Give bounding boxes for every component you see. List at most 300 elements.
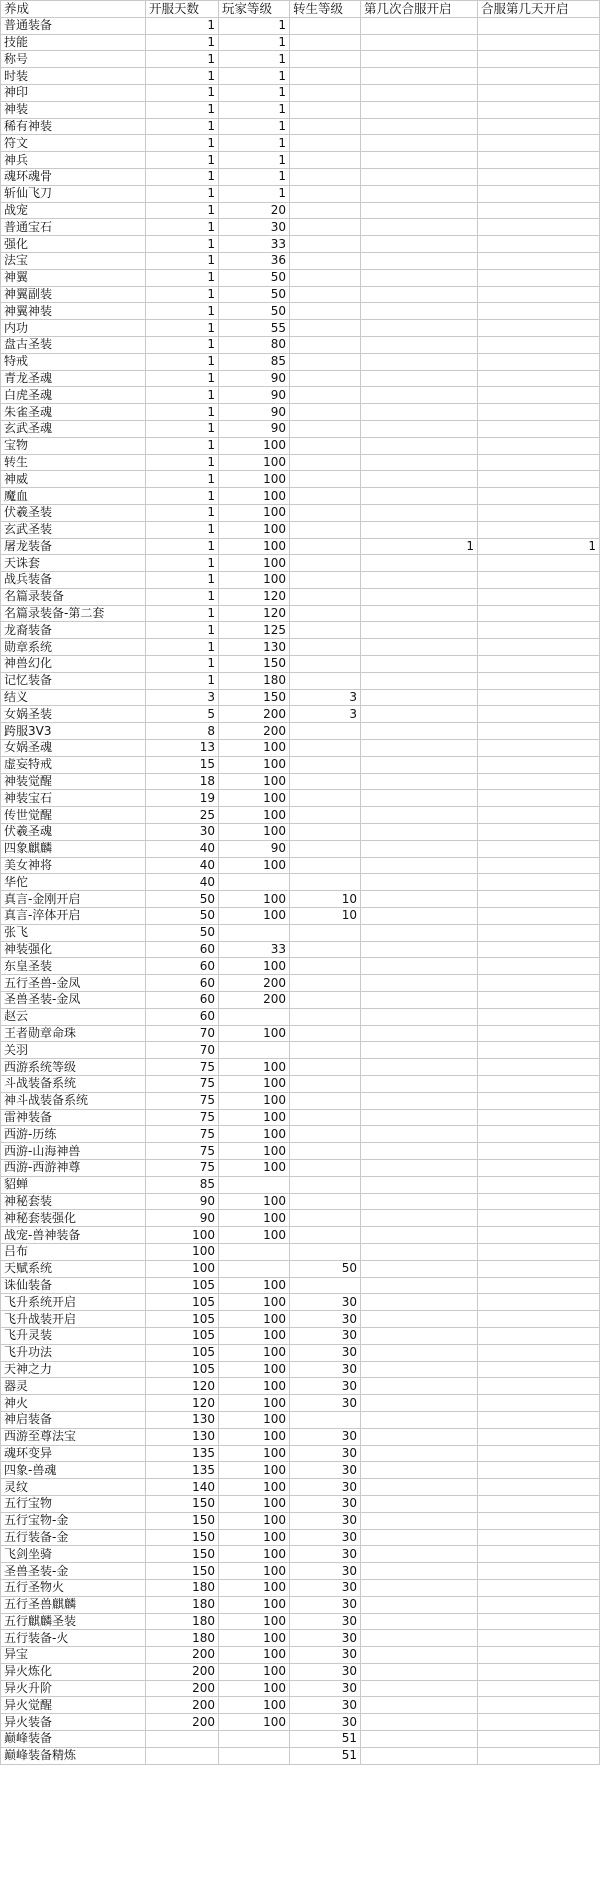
cell-server-days[interactable]: 1 (146, 639, 219, 656)
cell-server-days[interactable]: 135 (146, 1445, 219, 1462)
cell-cultivation[interactable]: 神印 (1, 84, 146, 101)
cell-merge-day[interactable] (478, 303, 600, 320)
cell-rebirth-level[interactable] (290, 471, 361, 488)
cell-cultivation[interactable]: 女娲圣魂 (1, 740, 146, 757)
cell-cultivation[interactable]: 西游-历练 (1, 1126, 146, 1143)
cell-rebirth-level[interactable]: 30 (290, 1512, 361, 1529)
cell-merge-day[interactable] (478, 941, 600, 958)
cell-merge-day[interactable] (478, 118, 600, 135)
cell-rebirth-level[interactable] (290, 1008, 361, 1025)
cell-server-days[interactable]: 75 (146, 1109, 219, 1126)
cell-server-days[interactable]: 180 (146, 1596, 219, 1613)
cell-merge-count[interactable] (361, 1294, 478, 1311)
cell-player-level[interactable]: 100 (219, 773, 290, 790)
cell-player-level[interactable]: 100 (219, 1059, 290, 1076)
cell-server-days[interactable]: 13 (146, 740, 219, 757)
cell-rebirth-level[interactable] (290, 656, 361, 673)
cell-rebirth-level[interactable] (290, 118, 361, 135)
cell-player-level[interactable]: 20 (219, 202, 290, 219)
cell-server-days[interactable]: 105 (146, 1294, 219, 1311)
cell-merge-count[interactable] (361, 504, 478, 521)
cell-rebirth-level[interactable]: 30 (290, 1479, 361, 1496)
cell-player-level[interactable]: 100 (219, 1647, 290, 1664)
cell-rebirth-level[interactable] (290, 1210, 361, 1227)
cell-rebirth-level[interactable]: 10 (290, 891, 361, 908)
cell-merge-day[interactable] (478, 1445, 600, 1462)
cell-player-level[interactable]: 100 (219, 958, 290, 975)
cell-cultivation[interactable]: 东皇圣装 (1, 958, 146, 975)
cell-cultivation[interactable]: 异火升阶 (1, 1680, 146, 1697)
cell-cultivation[interactable]: 勋章系统 (1, 639, 146, 656)
cell-rebirth-level[interactable] (290, 740, 361, 757)
cell-merge-count[interactable] (361, 152, 478, 169)
cell-merge-count[interactable] (361, 605, 478, 622)
cell-rebirth-level[interactable]: 30 (290, 1613, 361, 1630)
cell-merge-day[interactable] (478, 555, 600, 572)
cell-rebirth-level[interactable] (290, 420, 361, 437)
cell-player-level[interactable]: 100 (219, 437, 290, 454)
cell-player-level[interactable] (219, 1747, 290, 1764)
cell-merge-count[interactable] (361, 924, 478, 941)
cell-player-level[interactable]: 1 (219, 185, 290, 202)
cell-rebirth-level[interactable] (290, 17, 361, 34)
cell-rebirth-level[interactable] (290, 1411, 361, 1428)
cell-merge-day[interactable] (478, 269, 600, 286)
cell-server-days[interactable]: 1 (146, 219, 219, 236)
cell-merge-day[interactable] (478, 1076, 600, 1093)
cell-cultivation[interactable]: 朱雀圣魂 (1, 404, 146, 421)
cell-server-days[interactable]: 60 (146, 975, 219, 992)
cell-cultivation[interactable]: 异火觉醒 (1, 1697, 146, 1714)
cell-rebirth-level[interactable] (290, 1042, 361, 1059)
cell-cultivation[interactable]: 雷神装备 (1, 1109, 146, 1126)
cell-rebirth-level[interactable]: 30 (290, 1361, 361, 1378)
cell-cultivation[interactable]: 宝物 (1, 437, 146, 454)
cell-rebirth-level[interactable] (290, 320, 361, 337)
cell-merge-count[interactable] (361, 1092, 478, 1109)
cell-rebirth-level[interactable] (290, 488, 361, 505)
cell-player-level[interactable]: 200 (219, 723, 290, 740)
cell-merge-day[interactable] (478, 521, 600, 538)
cell-player-level[interactable]: 100 (219, 891, 290, 908)
cell-server-days[interactable]: 75 (146, 1126, 219, 1143)
cell-rebirth-level[interactable]: 30 (290, 1647, 361, 1664)
cell-rebirth-level[interactable] (290, 857, 361, 874)
cell-merge-day[interactable] (478, 1344, 600, 1361)
cell-merge-count[interactable] (361, 1210, 478, 1227)
cell-cultivation[interactable]: 巅峰装备 (1, 1731, 146, 1748)
cell-server-days[interactable]: 1 (146, 202, 219, 219)
cell-player-level[interactable]: 100 (219, 1428, 290, 1445)
cell-merge-day[interactable] (478, 1579, 600, 1596)
cell-player-level[interactable]: 1 (219, 168, 290, 185)
cell-merge-count[interactable] (361, 992, 478, 1009)
cell-cultivation[interactable]: 诛仙装备 (1, 1277, 146, 1294)
cell-server-days[interactable]: 180 (146, 1630, 219, 1647)
cell-rebirth-level[interactable]: 30 (290, 1630, 361, 1647)
cell-player-level[interactable]: 100 (219, 740, 290, 757)
cell-server-days[interactable]: 1 (146, 303, 219, 320)
cell-merge-count[interactable] (361, 1025, 478, 1042)
cell-rebirth-level[interactable] (290, 202, 361, 219)
cell-server-days[interactable]: 1 (146, 252, 219, 269)
cell-merge-day[interactable] (478, 1294, 600, 1311)
cell-rebirth-level[interactable]: 51 (290, 1731, 361, 1748)
cell-merge-count[interactable] (361, 1747, 478, 1764)
cell-merge-day[interactable] (478, 202, 600, 219)
cell-server-days[interactable]: 1 (146, 488, 219, 505)
cell-merge-count[interactable] (361, 1714, 478, 1731)
cell-player-level[interactable]: 100 (219, 1445, 290, 1462)
cell-player-level[interactable]: 100 (219, 521, 290, 538)
cell-server-days[interactable]: 1 (146, 672, 219, 689)
cell-rebirth-level[interactable] (290, 168, 361, 185)
cell-player-level[interactable] (219, 1176, 290, 1193)
cell-player-level[interactable]: 36 (219, 252, 290, 269)
cell-cultivation[interactable]: 神兵 (1, 152, 146, 169)
cell-merge-day[interactable] (478, 639, 600, 656)
cell-player-level[interactable]: 150 (219, 689, 290, 706)
cell-rebirth-level[interactable] (290, 824, 361, 841)
cell-merge-count[interactable] (361, 1260, 478, 1277)
cell-rebirth-level[interactable]: 30 (290, 1546, 361, 1563)
cell-cultivation[interactable]: 神威 (1, 471, 146, 488)
cell-server-days[interactable]: 1 (146, 572, 219, 589)
cell-merge-day[interactable] (478, 1143, 600, 1160)
cell-server-days[interactable]: 1 (146, 420, 219, 437)
cell-merge-count[interactable] (361, 1462, 478, 1479)
cell-player-level[interactable]: 100 (219, 1126, 290, 1143)
cell-rebirth-level[interactable]: 30 (290, 1311, 361, 1328)
cell-merge-count[interactable] (361, 1361, 478, 1378)
cell-merge-count[interactable] (361, 1076, 478, 1093)
cell-cultivation[interactable]: 技能 (1, 34, 146, 51)
cell-player-level[interactable]: 100 (219, 1344, 290, 1361)
cell-player-level[interactable]: 100 (219, 1092, 290, 1109)
cell-merge-count[interactable] (361, 1731, 478, 1748)
cell-player-level[interactable]: 100 (219, 555, 290, 572)
cell-merge-count[interactable] (361, 1495, 478, 1512)
cell-merge-count[interactable] (361, 252, 478, 269)
cell-rebirth-level[interactable] (290, 521, 361, 538)
cell-merge-count[interactable] (361, 639, 478, 656)
cell-cultivation[interactable]: 法宝 (1, 252, 146, 269)
cell-merge-count[interactable] (361, 118, 478, 135)
cell-server-days[interactable]: 1 (146, 269, 219, 286)
cell-merge-day[interactable] (478, 135, 600, 152)
cell-rebirth-level[interactable]: 10 (290, 908, 361, 925)
cell-server-days[interactable]: 60 (146, 958, 219, 975)
cell-rebirth-level[interactable]: 3 (290, 689, 361, 706)
cell-merge-day[interactable] (478, 1529, 600, 1546)
cell-merge-day[interactable] (478, 320, 600, 337)
cell-rebirth-level[interactable] (290, 404, 361, 421)
cell-cultivation[interactable]: 斩仙飞刀 (1, 185, 146, 202)
cell-player-level[interactable] (219, 874, 290, 891)
cell-player-level[interactable]: 100 (219, 538, 290, 555)
cell-server-days[interactable]: 140 (146, 1479, 219, 1496)
cell-rebirth-level[interactable] (290, 790, 361, 807)
cell-merge-day[interactable] (478, 1563, 600, 1580)
cell-merge-day[interactable] (478, 1092, 600, 1109)
cell-player-level[interactable]: 130 (219, 639, 290, 656)
cell-cultivation[interactable]: 稀有神装 (1, 118, 146, 135)
cell-merge-day[interactable] (478, 454, 600, 471)
cell-rebirth-level[interactable] (290, 34, 361, 51)
cell-rebirth-level[interactable]: 30 (290, 1344, 361, 1361)
cell-merge-count[interactable] (361, 1277, 478, 1294)
cell-merge-count[interactable] (361, 1143, 478, 1160)
cell-cultivation[interactable]: 魂环魂骨 (1, 168, 146, 185)
cell-rebirth-level[interactable] (290, 252, 361, 269)
cell-server-days[interactable]: 75 (146, 1076, 219, 1093)
cell-merge-count[interactable] (361, 572, 478, 589)
cell-merge-day[interactable] (478, 17, 600, 34)
cell-merge-count[interactable] (361, 68, 478, 85)
cell-merge-count[interactable] (361, 723, 478, 740)
cell-server-days[interactable]: 200 (146, 1680, 219, 1697)
cell-server-days[interactable]: 90 (146, 1210, 219, 1227)
cell-rebirth-level[interactable] (290, 807, 361, 824)
cell-server-days[interactable]: 19 (146, 790, 219, 807)
cell-cultivation[interactable]: 飞升灵装 (1, 1327, 146, 1344)
cell-rebirth-level[interactable] (290, 286, 361, 303)
cell-merge-day[interactable] (478, 1596, 600, 1613)
cell-rebirth-level[interactable] (290, 1159, 361, 1176)
cell-merge-day[interactable] (478, 1008, 600, 1025)
cell-merge-count[interactable] (361, 1579, 478, 1596)
cell-merge-count[interactable] (361, 622, 478, 639)
cell-cultivation[interactable]: 真言-金刚开启 (1, 891, 146, 908)
cell-merge-count[interactable] (361, 840, 478, 857)
cell-merge-day[interactable] (478, 656, 600, 673)
cell-merge-count[interactable] (361, 1445, 478, 1462)
cell-cultivation[interactable]: 玄武圣装 (1, 521, 146, 538)
cell-merge-day[interactable] (478, 790, 600, 807)
cell-server-days[interactable]: 105 (146, 1311, 219, 1328)
cell-merge-count[interactable] (361, 202, 478, 219)
cell-player-level[interactable]: 100 (219, 824, 290, 841)
cell-merge-count[interactable] (361, 336, 478, 353)
cell-cultivation[interactable]: 结义 (1, 689, 146, 706)
cell-merge-day[interactable] (478, 773, 600, 790)
cell-player-level[interactable]: 200 (219, 992, 290, 1009)
cell-cultivation[interactable]: 美女神将 (1, 857, 146, 874)
cell-player-level[interactable]: 100 (219, 1663, 290, 1680)
cell-rebirth-level[interactable] (290, 68, 361, 85)
cell-merge-day[interactable] (478, 840, 600, 857)
cell-player-level[interactable]: 100 (219, 488, 290, 505)
cell-merge-day[interactable] (478, 975, 600, 992)
cell-rebirth-level[interactable]: 30 (290, 1327, 361, 1344)
cell-cultivation[interactable]: 神装 (1, 101, 146, 118)
cell-merge-day[interactable] (478, 68, 600, 85)
cell-server-days[interactable]: 1 (146, 236, 219, 253)
cell-merge-count[interactable] (361, 1529, 478, 1546)
cell-cultivation[interactable]: 战宠 (1, 202, 146, 219)
cell-cultivation[interactable]: 四象麒麟 (1, 840, 146, 857)
cell-rebirth-level[interactable] (290, 437, 361, 454)
cell-merge-count[interactable] (361, 1243, 478, 1260)
cell-server-days[interactable]: 25 (146, 807, 219, 824)
cell-player-level[interactable]: 30 (219, 219, 290, 236)
cell-server-days[interactable]: 1 (146, 118, 219, 135)
cell-server-days[interactable]: 135 (146, 1462, 219, 1479)
cell-cultivation[interactable]: 神火 (1, 1395, 146, 1412)
cell-rebirth-level[interactable]: 30 (290, 1697, 361, 1714)
cell-merge-count[interactable] (361, 874, 478, 891)
cell-merge-day[interactable] (478, 1395, 600, 1412)
cell-player-level[interactable] (219, 1243, 290, 1260)
cell-merge-day[interactable] (478, 336, 600, 353)
cell-player-level[interactable]: 100 (219, 1529, 290, 1546)
cell-rebirth-level[interactable]: 30 (290, 1714, 361, 1731)
cell-cultivation[interactable]: 神翼神装 (1, 303, 146, 320)
cell-server-days[interactable]: 150 (146, 1529, 219, 1546)
cell-merge-day[interactable] (478, 168, 600, 185)
cell-cultivation[interactable]: 王者勋章命珠 (1, 1025, 146, 1042)
cell-rebirth-level[interactable] (290, 773, 361, 790)
column-header-player-level[interactable]: 玩家等级 (219, 1, 290, 18)
cell-player-level[interactable]: 100 (219, 1596, 290, 1613)
cell-player-level[interactable]: 120 (219, 605, 290, 622)
cell-merge-day[interactable] (478, 689, 600, 706)
cell-player-level[interactable]: 1 (219, 118, 290, 135)
cell-merge-count[interactable] (361, 1008, 478, 1025)
cell-cultivation[interactable]: 记忆装备 (1, 672, 146, 689)
cell-merge-count[interactable] (361, 1546, 478, 1563)
cell-server-days[interactable]: 50 (146, 924, 219, 941)
cell-player-level[interactable]: 100 (219, 756, 290, 773)
cell-server-days[interactable]: 105 (146, 1327, 219, 1344)
cell-player-level[interactable]: 100 (219, 1227, 290, 1244)
cell-cultivation[interactable]: 普通装备 (1, 17, 146, 34)
cell-player-level[interactable]: 100 (219, 1479, 290, 1496)
cell-rebirth-level[interactable]: 30 (290, 1529, 361, 1546)
cell-cultivation[interactable]: 华佗 (1, 874, 146, 891)
cell-server-days[interactable]: 30 (146, 824, 219, 841)
cell-cultivation[interactable]: 五行圣兽-金凤 (1, 975, 146, 992)
cell-merge-day[interactable] (478, 874, 600, 891)
cell-player-level[interactable]: 85 (219, 353, 290, 370)
cell-player-level[interactable]: 100 (219, 1579, 290, 1596)
cell-server-days[interactable]: 1 (146, 336, 219, 353)
cell-player-level[interactable]: 100 (219, 1714, 290, 1731)
cell-player-level[interactable]: 100 (219, 1378, 290, 1395)
cell-merge-count[interactable] (361, 1663, 478, 1680)
cell-player-level[interactable]: 100 (219, 1613, 290, 1630)
cell-merge-day[interactable] (478, 219, 600, 236)
cell-cultivation[interactable]: 虚妄特戒 (1, 756, 146, 773)
cell-server-days[interactable]: 1 (146, 454, 219, 471)
cell-merge-day[interactable] (478, 1059, 600, 1076)
cell-rebirth-level[interactable] (290, 572, 361, 589)
cell-player-level[interactable]: 1 (219, 84, 290, 101)
cell-player-level[interactable]: 100 (219, 504, 290, 521)
cell-rebirth-level[interactable]: 51 (290, 1747, 361, 1764)
cell-rebirth-level[interactable]: 30 (290, 1428, 361, 1445)
column-header-merge-day[interactable]: 合服第几天开启 (478, 1, 600, 18)
cell-rebirth-level[interactable]: 30 (290, 1495, 361, 1512)
cell-merge-day[interactable] (478, 488, 600, 505)
cell-server-days[interactable]: 1 (146, 622, 219, 639)
cell-merge-day[interactable] (478, 1176, 600, 1193)
cell-merge-count[interactable] (361, 320, 478, 337)
cell-cultivation[interactable]: 圣兽圣装-金 (1, 1563, 146, 1580)
cell-server-days[interactable]: 150 (146, 1546, 219, 1563)
cell-merge-day[interactable] (478, 101, 600, 118)
cell-server-days[interactable]: 85 (146, 1176, 219, 1193)
cell-server-days[interactable]: 200 (146, 1697, 219, 1714)
cell-server-days[interactable]: 3 (146, 689, 219, 706)
cell-server-days[interactable] (146, 1731, 219, 1748)
cell-server-days[interactable]: 150 (146, 1563, 219, 1580)
cell-server-days[interactable]: 150 (146, 1495, 219, 1512)
cell-player-level[interactable]: 100 (219, 1193, 290, 1210)
cell-server-days[interactable]: 150 (146, 1512, 219, 1529)
cell-merge-count[interactable] (361, 555, 478, 572)
cell-merge-day[interactable] (478, 185, 600, 202)
cell-server-days[interactable]: 1 (146, 521, 219, 538)
cell-server-days[interactable]: 1 (146, 538, 219, 555)
cell-rebirth-level[interactable] (290, 1143, 361, 1160)
cell-merge-day[interactable] (478, 1697, 600, 1714)
cell-cultivation[interactable]: 名篇录装备-第二套 (1, 605, 146, 622)
cell-merge-count[interactable] (361, 1311, 478, 1328)
cell-merge-day[interactable] (478, 1025, 600, 1042)
cell-merge-day[interactable] (478, 1647, 600, 1664)
cell-merge-day[interactable] (478, 958, 600, 975)
cell-merge-day[interactable] (478, 723, 600, 740)
cell-server-days[interactable]: 75 (146, 1143, 219, 1160)
cell-player-level[interactable]: 1 (219, 51, 290, 68)
cell-server-days[interactable]: 200 (146, 1647, 219, 1664)
cell-player-level[interactable]: 90 (219, 387, 290, 404)
cell-merge-count[interactable] (361, 236, 478, 253)
cell-cultivation[interactable]: 器灵 (1, 1378, 146, 1395)
cell-merge-day[interactable] (478, 353, 600, 370)
cell-merge-count[interactable] (361, 488, 478, 505)
cell-rebirth-level[interactable] (290, 1193, 361, 1210)
cell-player-level[interactable]: 100 (219, 1411, 290, 1428)
cell-merge-day[interactable] (478, 471, 600, 488)
cell-cultivation[interactable]: 天诛套 (1, 555, 146, 572)
cell-merge-day[interactable] (478, 1680, 600, 1697)
cell-player-level[interactable]: 100 (219, 1395, 290, 1412)
cell-merge-day[interactable] (478, 1546, 600, 1563)
cell-cultivation[interactable]: 女娲圣装 (1, 706, 146, 723)
cell-merge-day[interactable] (478, 706, 600, 723)
cell-rebirth-level[interactable] (290, 101, 361, 118)
cell-merge-day[interactable] (478, 51, 600, 68)
cell-server-days[interactable]: 18 (146, 773, 219, 790)
cell-player-level[interactable]: 100 (219, 471, 290, 488)
cell-merge-day[interactable] (478, 992, 600, 1009)
cell-player-level[interactable]: 100 (219, 572, 290, 589)
cell-player-level[interactable]: 1 (219, 17, 290, 34)
cell-rebirth-level[interactable] (290, 51, 361, 68)
cell-rebirth-level[interactable] (290, 269, 361, 286)
cell-player-level[interactable]: 100 (219, 1311, 290, 1328)
cell-rebirth-level[interactable] (290, 975, 361, 992)
cell-player-level[interactable]: 100 (219, 1294, 290, 1311)
cell-player-level[interactable]: 100 (219, 1630, 290, 1647)
cell-merge-count[interactable] (361, 790, 478, 807)
cell-merge-count[interactable] (361, 756, 478, 773)
cell-merge-count[interactable] (361, 1059, 478, 1076)
cell-server-days[interactable]: 105 (146, 1361, 219, 1378)
cell-player-level[interactable]: 1 (219, 34, 290, 51)
